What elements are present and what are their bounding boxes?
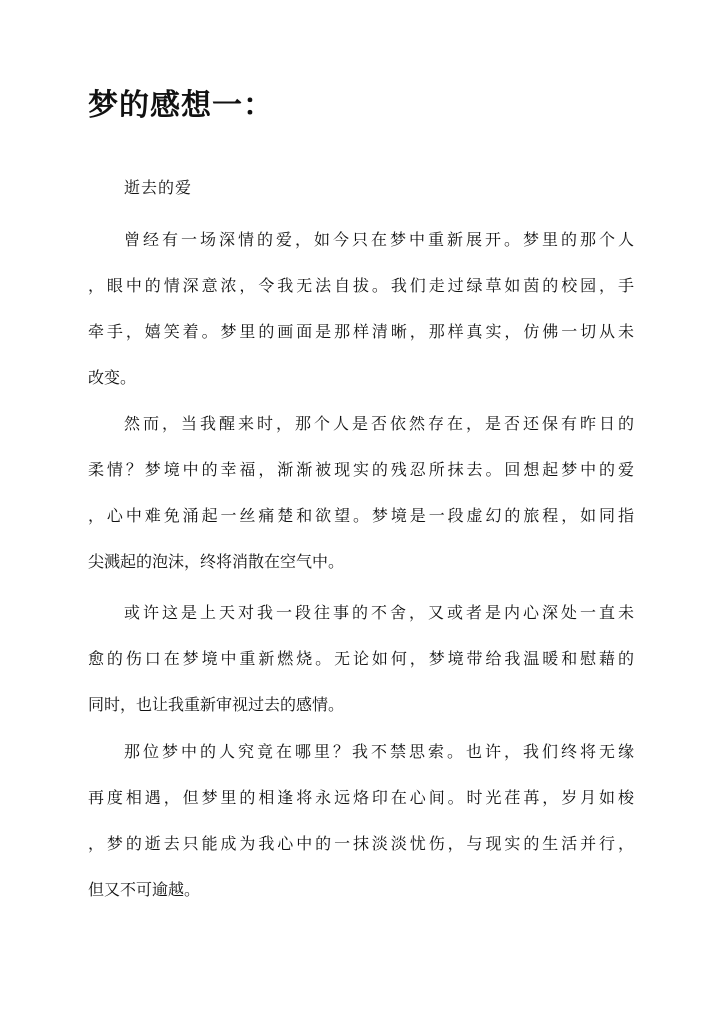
paragraph-line: 但又不可逾越。 [88,880,201,899]
paragraph-line: 然而，当我醒来时，那个人是否依然存在，是否还保有昨日的 [124,414,634,433]
paragraph-line: 柔情？梦境中的幸福，渐渐被现实的残忍所抹去。回想起梦中的爱 [88,460,634,479]
paragraph-line: 那位梦中的人究竟在哪里？我不禁思索。也许，我们终将无缘 [124,742,634,761]
paragraph-line: 再度相遇，但梦里的相逢将永远烙印在心间。时光荏苒，岁月如梭 [88,788,634,807]
paragraph-line: 愈的伤口在梦境中重新燃烧。无论如何，梦境带给我温暖和慰藉的 [88,649,634,668]
paragraph-line: 改变。 [88,368,137,387]
document-subtitle: 逝去的爱 [124,178,193,197]
paragraph-3 [88,601,634,717]
paragraph-line: 尖溅起的泡沫，终将消散在空气中。 [88,552,345,571]
paragraph-line: 曾经有一场深情的爱，如今只在梦中重新展开。梦里的那个人 [124,230,634,249]
paragraph-line: 牵手，嬉笑着。梦里的画面是那样清晰，那样真实，仿佛一切从未 [88,322,634,341]
paragraph-4 [88,740,634,902]
paragraph-line: 同时，也让我重新审视过去的感情。 [88,695,345,714]
paragraph-line: 或许这是上天对我一段往事的不舍，又或者是内心深处一直未 [124,603,634,622]
paragraph-line: ，眼中的情深意浓，令我无法自拔。我们走过绿草如茵的校园，手 [88,276,634,295]
paragraph-line: ，梦的逝去只能成为我心中的一抹淡淡忧伤，与现实的生活并行， [88,834,634,853]
paragraph-1 [88,228,634,390]
paragraph-2 [88,412,634,574]
paragraph-line: ，心中难免涌起一丝痛楚和欲望。梦境是一段虚幻的旅程，如同指 [88,506,634,525]
document-title: 梦的感想一： [88,88,274,123]
